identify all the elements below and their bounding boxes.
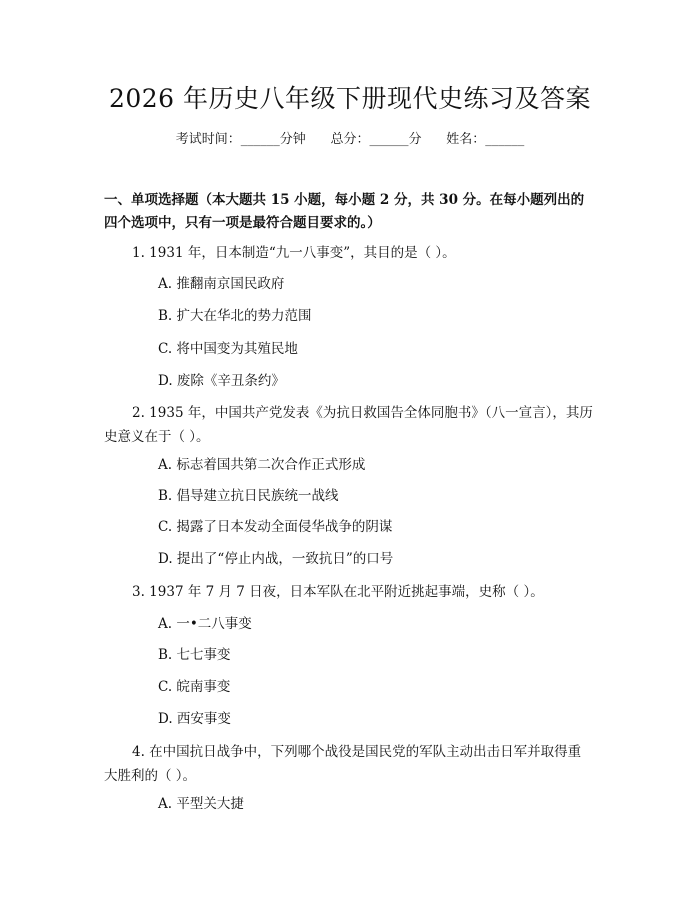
page-title: 2026 年历史八年级下册现代史练习及答案 bbox=[108, 84, 592, 113]
question-1-stem: 1. 1931 年，日本制造“九一八事变”，其目的是（ ）。 bbox=[132, 245, 456, 261]
section-heading: 一、单项选择题（本大题共 15 小题，每小题 2 分，共 30 分。在每小题列出的四个选项中，只有一项是最符合题目要求的。） bbox=[104, 192, 585, 231]
question-4-option-a: A. 平型关大捷 bbox=[158, 796, 244, 812]
question-3-option-d: D. 西安事变 bbox=[158, 711, 231, 727]
question-2-option-a: A. 标志着国共第二次合作正式形成 bbox=[158, 457, 366, 473]
question-1-option-a: A. 推翻南京国民政府 bbox=[158, 276, 285, 292]
question-4-stem: 4. 在中国抗日战争中，下列哪个战役是国民党的军队主动出击日军并取得重大胜利的（ ）。 bbox=[104, 744, 582, 784]
exam-meta-line: 考试时间：______分钟 总分：______分 姓名：______ bbox=[175, 132, 525, 147]
question-2-stem: 2. 1935 年，中国共产党发表《为抗日救国告全体同胞书》（八一宣言），其历史意义在于（ ）。 bbox=[104, 405, 593, 445]
question-2-option-c: C. 揭露了日本发动全面侵华战争的阴谋 bbox=[158, 519, 393, 535]
question-3-stem: 3. 1937 年 7 月 7 日夜，日本军队在北平附近挑起事端，史称（ ）。 bbox=[132, 584, 544, 600]
question-3-option-b: B. 七七事变 bbox=[158, 647, 231, 663]
question-3-option-a: A. 一•二八事变 bbox=[158, 616, 252, 632]
question-1-option-c: C. 将中国变为其殖民地 bbox=[158, 341, 298, 357]
question-1-option-d: D. 废除《辛丑条约》 bbox=[158, 373, 285, 389]
question-2-option-b: B. 倡导建立抗日民族统一战线 bbox=[158, 488, 339, 504]
question-1-option-b: B. 扩大在华北的势力范围 bbox=[158, 308, 312, 324]
question-2-option-d: D. 提出了“停止内战，一致抗日”的口号 bbox=[158, 551, 394, 567]
question-3-option-c: C. 皖南事变 bbox=[158, 679, 231, 695]
